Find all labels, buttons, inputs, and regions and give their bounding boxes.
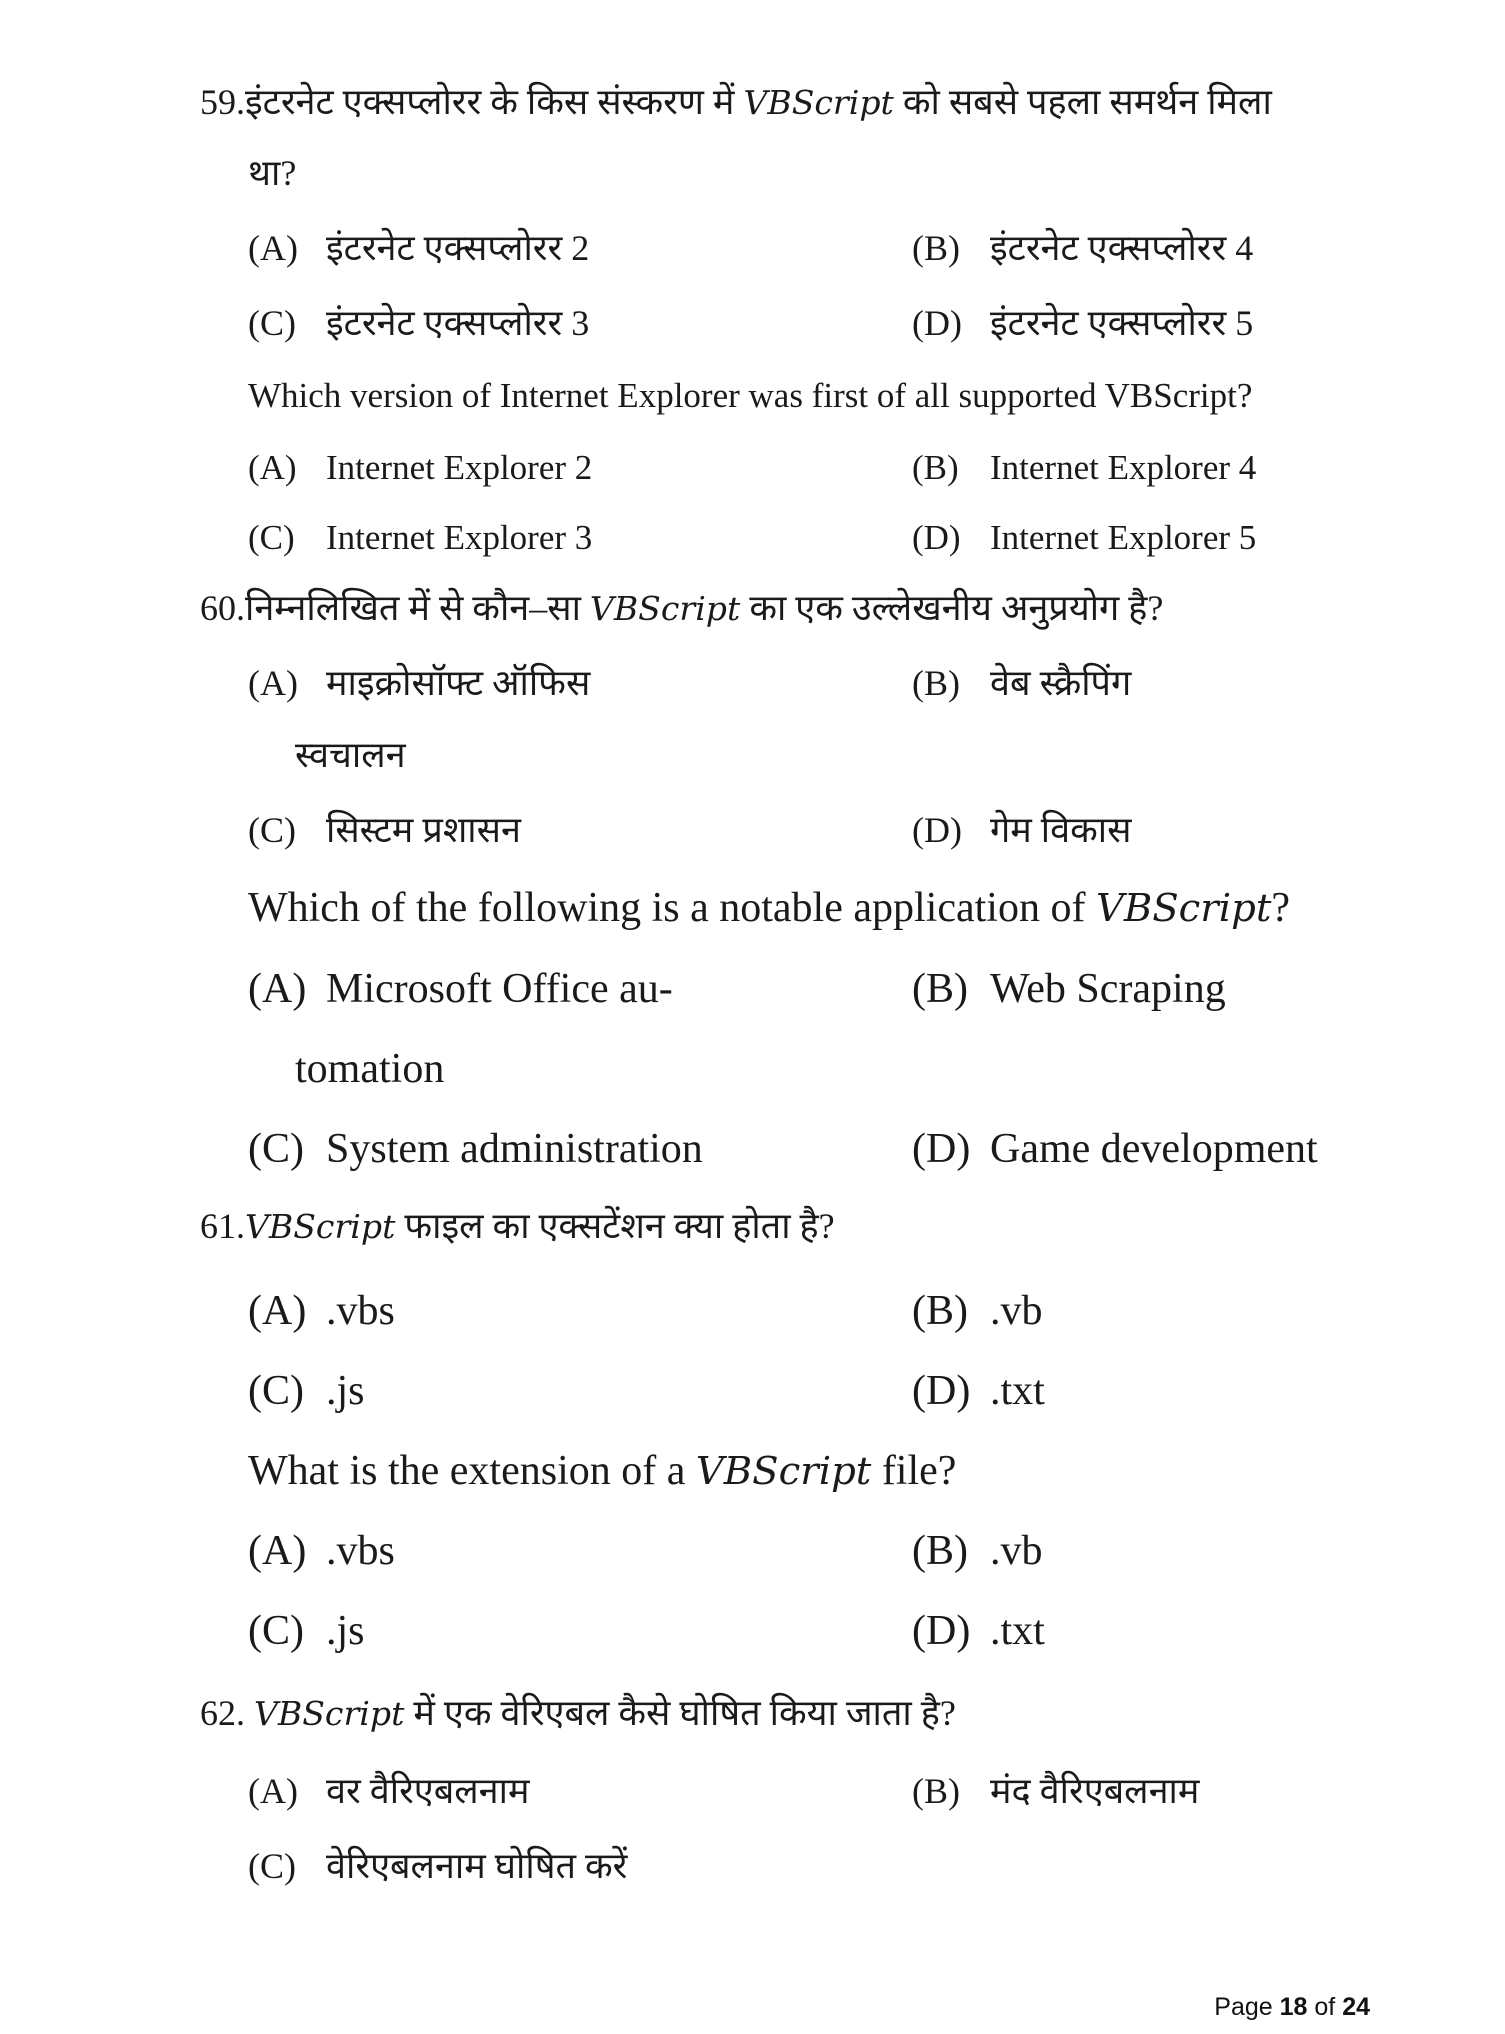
option-c: (C) सिस्टम प्रशासन [248, 810, 521, 850]
option-a-cont: tomation [295, 1046, 445, 1092]
option-a: (A) .vbs [248, 1528, 395, 1574]
option-a: (A) इंटरनेट एक्सप्लोरर 2 [248, 228, 590, 268]
question-number: 60. [200, 588, 245, 628]
question-60-hindi: 60.निम्नलिखित में से कौन–सा VBScript का एक उल्लेखनीय अनुप्रयोग है? [200, 588, 1164, 628]
question-number: 62. [200, 1693, 254, 1733]
option-a: (A) माइक्रोसॉफ्ट ऑफिस [248, 663, 591, 703]
option-d: (D) Internet Explorer 5 [912, 518, 1257, 557]
option-a-cont: स्वचालन [295, 735, 406, 775]
option-d: (D) इंटरनेट एक्सप्लोरर 5 [912, 303, 1254, 343]
question-61-hindi: 61.VBScript फाइल का एक्सटेंशन क्या होता है? [200, 1206, 835, 1246]
question-59-hindi: 59.इंटरनेट एक्सप्लोरर के किस संस्करण में VBScript को सबसे पहला समर्थन मिला [200, 82, 1272, 122]
question-61-english: What is the extension of a VBScript file? [248, 1448, 957, 1494]
option-d: (D) गेम विकास [912, 810, 1132, 850]
question-62-hindi: 62. VBScript में एक वेरिएबल कैसे घोषित किया जाता है? [200, 1693, 956, 1733]
option-b: (B) .vb [912, 1288, 1043, 1334]
option-a: (A) Microsoft Office au- [248, 966, 673, 1012]
option-c: (C) Internet Explorer 3 [248, 518, 593, 557]
question-60-english: Which of the following is a notable application of VBScript? [248, 885, 1291, 931]
option-d: (D) Game development [912, 1126, 1318, 1172]
option-c: (C) वेरिएबलनाम घोषित करें [248, 1846, 628, 1886]
option-b: (B) Web Scraping [912, 966, 1226, 1012]
option-d: (D) .txt [912, 1608, 1045, 1654]
question-number: 59. [200, 82, 245, 122]
option-c: (C) .js [248, 1368, 365, 1414]
question-59-english: Which version of Internet Explorer was first of all supported VBScript? [248, 376, 1253, 415]
option-b: (B) वेब स्क्रैपिंग [912, 663, 1132, 703]
option-d: (D) .txt [912, 1368, 1045, 1414]
option-c: (C) System administration [248, 1126, 703, 1172]
option-a: (A) .vbs [248, 1288, 395, 1334]
option-b: (B) मंद वैरिएबलनाम [912, 1771, 1200, 1811]
question-number: 61. [200, 1206, 245, 1246]
option-b: (B) .vb [912, 1528, 1043, 1574]
question-59-hindi-cont: था? [248, 153, 297, 193]
option-b: (B) Internet Explorer 4 [912, 448, 1257, 487]
option-b: (B) इंटरनेट एक्सप्लोरर 4 [912, 228, 1254, 268]
option-c: (C) इंटरनेट एक्सप्लोरर 3 [248, 303, 590, 343]
page-number: Page 18 of 24 [1214, 1993, 1370, 2021]
option-a: (A) वर वैरिएबलनाम [248, 1771, 530, 1811]
option-c: (C) .js [248, 1608, 365, 1654]
option-a: (A) Internet Explorer 2 [248, 448, 593, 487]
